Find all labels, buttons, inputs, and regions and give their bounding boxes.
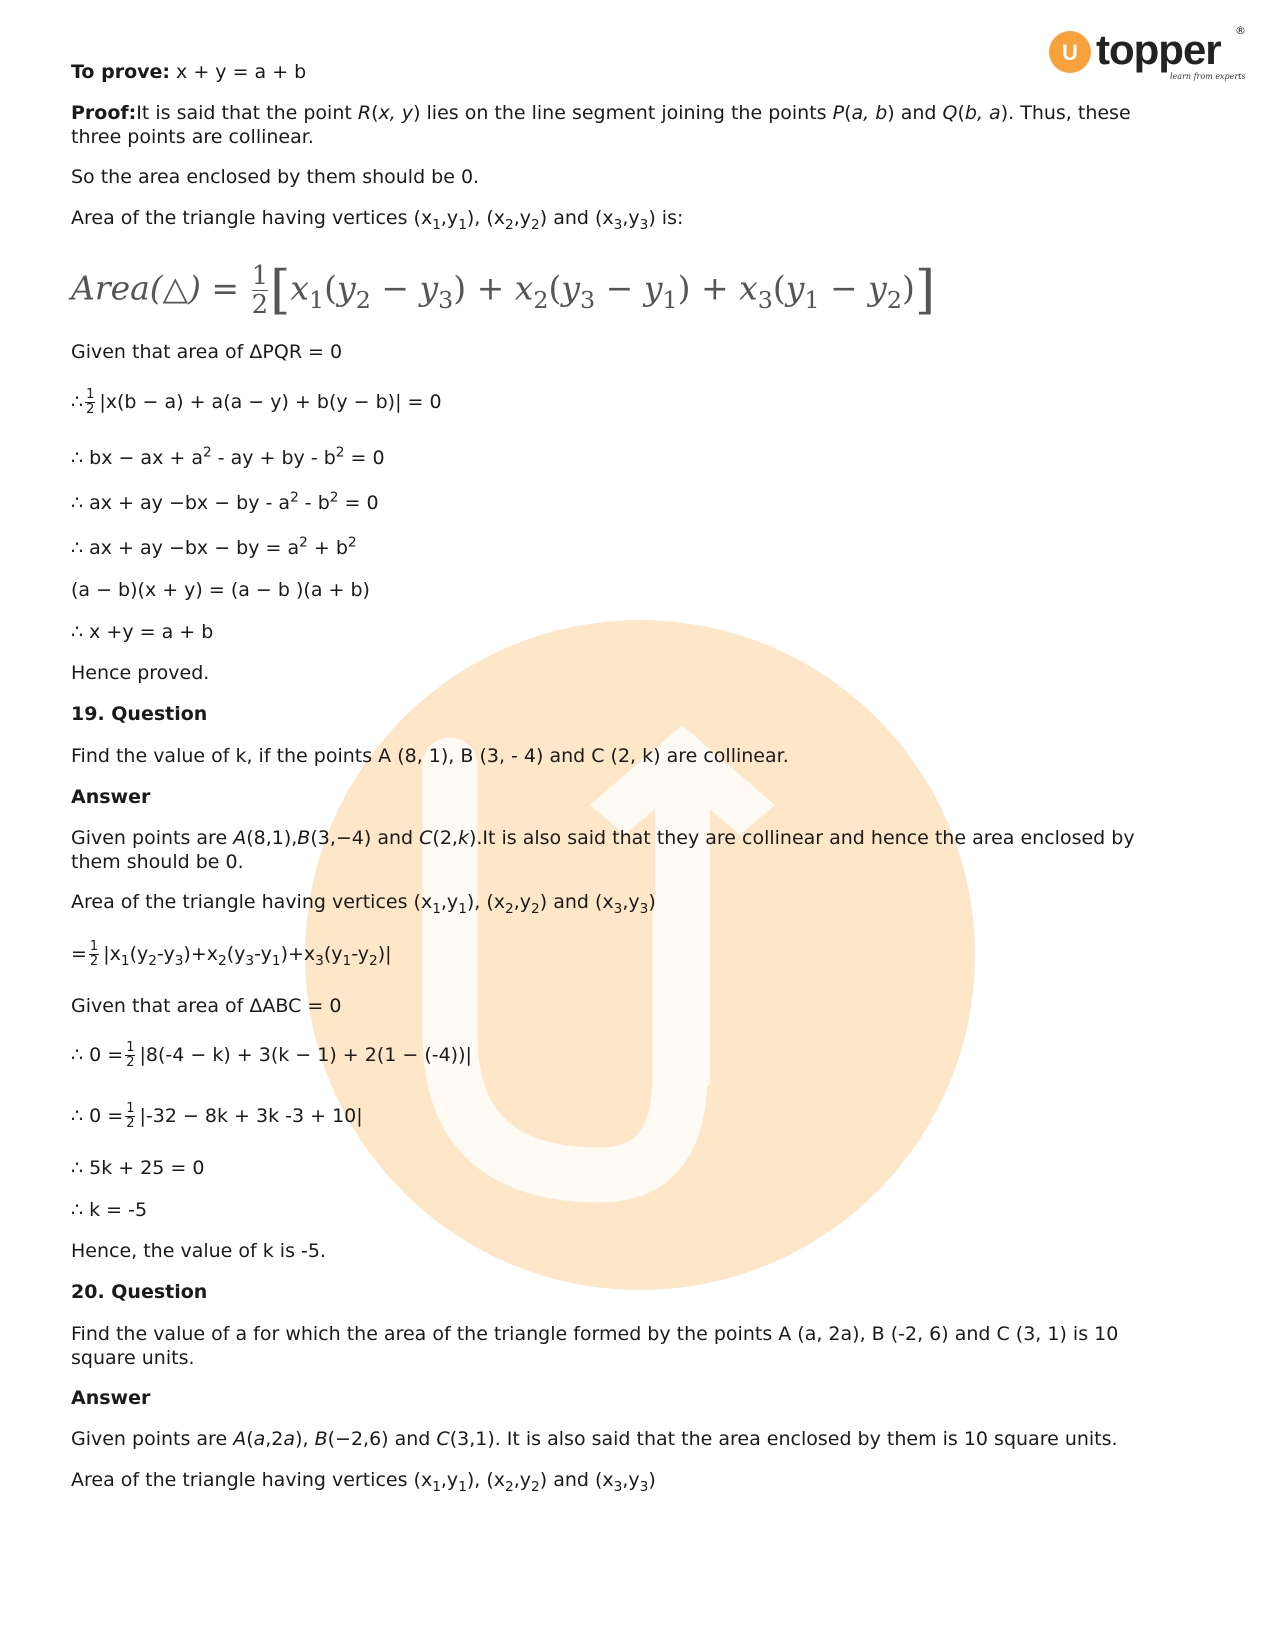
half-fraction: $\frac{1}{2}$: [86, 387, 95, 417]
proof-text: (: [371, 102, 379, 124]
answer-text: ),: [295, 1428, 315, 1450]
point-b: B: [297, 827, 311, 849]
area-formula-label: Area(△) =: [71, 268, 250, 308]
proof-text: ). Thus, these three points are collinear.: [71, 102, 1131, 148]
answer-text: (2,: [432, 827, 458, 849]
step-text: - b: [298, 492, 330, 514]
answer-20-label: [71, 1386, 150, 1410]
hence-proved-line: Hence proved.: [71, 662, 210, 684]
proof-text: ) and: [887, 102, 943, 124]
point-q: Q: [942, 102, 958, 124]
logo-registered: ®: [1235, 24, 1246, 37]
area-vertices-text: Area of the triangle having vertices (x: [71, 207, 433, 229]
answer-text: (: [246, 1428, 254, 1450]
step4-line: ∴ ax + ay −bx − by = $a^2 + b^2$: [71, 534, 357, 559]
step19-1-line: ∴ 0 = $\frac{1}{2}$ |8(-4 − k) + 3(k − 1) + 2(1 − (-4))|: [71, 1040, 472, 1070]
logo-wordmark: topper: [1096, 26, 1221, 73]
proof-text: ) lies on the line segment joining the points: [413, 102, 833, 124]
to-prove-text: x + y = a + b: [170, 61, 307, 83]
step6-line: ∴ x +y = a + b: [71, 621, 214, 643]
answer-20-paragraph: [71, 1427, 1118, 1451]
svg-text:U: U: [1062, 40, 1078, 65]
answer-label: Answer: [71, 1387, 151, 1409]
answer-text: ).It is also said that they are collinear and hence the area enclosed by them should be 0.: [71, 827, 1135, 873]
half-fraction: $\frac{1}{2}$: [89, 939, 99, 969]
step-text: + b: [307, 537, 348, 559]
step3-line: ∴ ax + ay −bx − by - $a^2 - b^2 = 0$: [71, 489, 379, 514]
area-vertices-line: Area of the triangle having vertices $(x_1,y_1)$, $(x_2,y_2)$ and $(x_3,y_3)$ is:: [71, 207, 684, 233]
area-vertices-text: Area of the triangle having vertices (x: [71, 1469, 433, 1491]
variable-a: a: [283, 1428, 296, 1450]
coords-ba: b, a: [964, 102, 1001, 124]
step-text: ∴ ax + ay −bx − by = a: [71, 537, 300, 559]
point-p: P: [832, 102, 845, 124]
point-a: A: [233, 827, 247, 849]
step5-line: (a − b)(x + y) = (a − b )(a + b): [71, 579, 370, 601]
step2-line: ∴ bx − ax + $a^2$ - ay + by - $b^2 = 0$: [71, 444, 385, 469]
point-c: C: [436, 1428, 450, 1450]
step-text: ∴ bx − ax + a: [71, 447, 203, 469]
area-zero-line: So the area enclosed by them should be 0.: [71, 166, 480, 188]
step1-text: |x(b − a) + a(a − y) + b(y − b)| = 0: [99, 391, 442, 413]
point-c: C: [419, 827, 433, 849]
answer-text: (3,−4) and: [310, 827, 420, 849]
point-a: A: [233, 1428, 247, 1450]
area-vertices-text: Area of the triangle having vertices (x: [71, 891, 433, 913]
area-formula-small: = $\frac{1}{2}$ $|x_1(y_2-y_3)+x_2(y_3-y_1)+x_3(y_1-y_2)|$: [71, 939, 392, 969]
area-formula: Area(△) = $\frac{1}{2}$ $[x_1(y_2 - y_3) + x_2(y_3 - y_1) + x_3(y_1 - y_2)]$: [71, 260, 936, 321]
question-20-text: Find the value of a for which the area of the triangle formed by the points A (a, 2a), B (-2, 6) and C (3, 1) is 10 square units.: [71, 1323, 1119, 1369]
given-abc-line: Given that area of ΔABC = 0: [71, 995, 342, 1017]
logo-tagline: learn from experts: [1170, 72, 1246, 81]
question-19-text: Find the value of k, if the points A (8, 1), B (3, - 4) and C (2, k) are collinear.: [71, 745, 789, 767]
point-b: B: [314, 1428, 328, 1450]
step-text: |8(-4 − k) + 3(k − 1) + 2(1 − (-4))|: [139, 1044, 472, 1066]
question-20-title-text: 20. Question: [71, 1281, 208, 1303]
question-20-title: [71, 1280, 207, 1304]
step-text: ∴ ax + ay −bx − by - a: [71, 492, 291, 514]
step19-2-line: ∴ 0 = $\frac{1}{2}$ |-32 − 8k + 3k -3 + 10|: [71, 1101, 363, 1131]
answer-text: (3,1). It is also said that the area enclosed by them is 10 square units.: [449, 1428, 1118, 1450]
half-fraction: $\frac{1}{2}$: [126, 1040, 135, 1070]
answer-label: Answer: [71, 786, 151, 808]
proof-paragraph: [71, 101, 1171, 149]
step-text: - ay + by - b: [211, 447, 336, 469]
question-19-title-text: 19. Question: [71, 703, 208, 725]
coords-ab: a, b: [851, 102, 888, 124]
answer-text: Given points are: [71, 827, 234, 849]
coords-xy: x, y: [378, 102, 414, 124]
hence-19-line: Hence, the value of k is -5.: [71, 1240, 326, 1262]
step1-line: ∴ $\frac{1}{2}$ |x(b − a) + a(a − y) + b(y − b)| = 0: [71, 387, 442, 417]
watermark-logo: [300, 615, 980, 1295]
variable-k: k: [457, 827, 469, 849]
proof-label: Proof:: [71, 102, 137, 124]
step-text: = 0: [338, 492, 379, 514]
to-prove-line: [71, 60, 306, 84]
half-fraction: $\frac{1}{2}$: [251, 261, 269, 320]
step19-3-line: ∴ 5k + 25 = 0: [71, 1157, 205, 1179]
answer-19-label: [71, 785, 150, 809]
area-vertices-19-line: Area of the triangle having vertices $(x_1,y_1)$, $(x_2,y_2)$ and $(x_3,y_3)$: [71, 891, 656, 917]
step-text: |-32 − 8k + 3k -3 + 10|: [139, 1105, 363, 1127]
proof-text: (: [957, 102, 965, 124]
step19-4-line: ∴ k = -5: [71, 1199, 148, 1221]
proof-text: It is said that the point: [136, 102, 358, 124]
proof-text: (: [844, 102, 852, 124]
given-pqr-line: Given that area of ΔPQR = 0: [71, 341, 343, 363]
question-19-title: [71, 702, 207, 726]
answer-text: ,2: [265, 1428, 284, 1450]
topper-logo: [1048, 24, 1248, 88]
step-text: = 0: [344, 447, 385, 469]
variable-a: a: [253, 1428, 266, 1450]
answer-19-paragraph: [71, 826, 1171, 874]
answer-text: (−2,6) and: [327, 1428, 437, 1450]
to-prove-label: To prove:: [71, 61, 170, 83]
area-vertices-20-line: Area of the triangle having vertices $(x_1,y_1)$, $(x_2,y_2)$ and $(x_3,y_3)$: [71, 1469, 656, 1495]
half-fraction: $\frac{1}{2}$: [126, 1101, 135, 1131]
answer-text: (8,1),: [246, 827, 298, 849]
answer-text: Given points are: [71, 1428, 234, 1450]
point-r: R: [357, 102, 372, 124]
